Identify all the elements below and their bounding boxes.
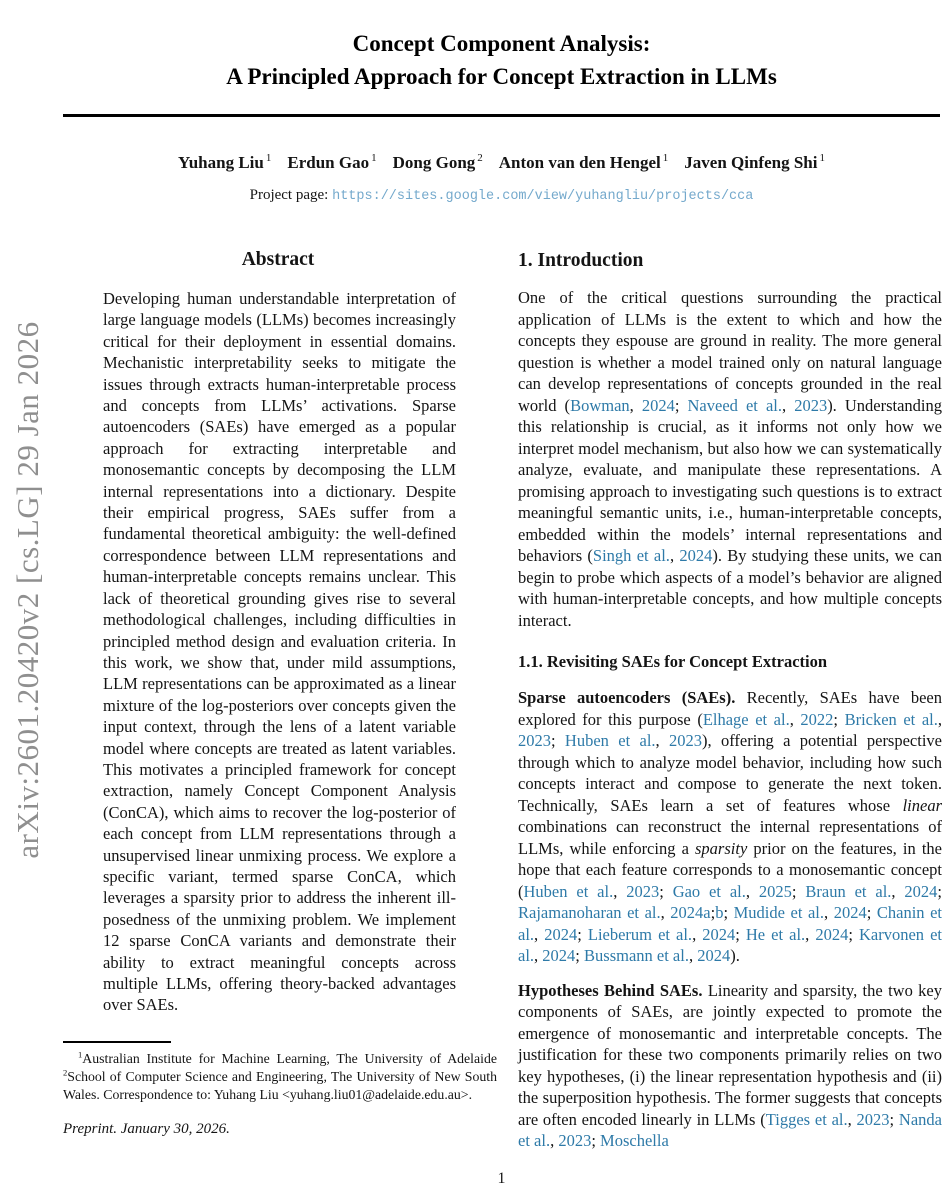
text-segment: ). Understanding this relationship is crucial, as it informs not only how we interpret model mechanism, but also how we can systematically analyze, evaluate, and manipulate these representations. A promising approach to investigating such questions is to extract meaningful semantic units, i.e., human-interpretable concepts, embedded within the models’ internal representations and behaviors (	[518, 395, 942, 565]
citation-link[interactable]: 2023	[794, 395, 828, 415]
paper-title-line2: A Principled Approach for Concept Extraction in LLMs	[226, 64, 777, 89]
text-segment: ,	[629, 395, 642, 415]
text-segment: ).	[730, 946, 740, 965]
text-segment: ,	[937, 709, 942, 729]
text-segment: ;	[937, 881, 942, 901]
citation-link[interactable]: 2024	[904, 881, 938, 901]
citation-link[interactable]: 2024	[815, 924, 849, 944]
author-line	[63, 152, 940, 173]
text-segment: ;	[889, 1109, 899, 1129]
author-affiliation-sup: 1	[662, 152, 669, 164]
title-rule	[63, 114, 940, 117]
citation-link[interactable]: 2025	[758, 881, 792, 901]
citation-link[interactable]: 2024	[542, 946, 576, 965]
abstract-heading: Abstract	[241, 249, 315, 270]
preprint-date-line: Preprint. January 30, 2026.	[63, 1121, 230, 1137]
text-segment: ,	[789, 709, 801, 729]
text-segment: 2	[63, 1067, 68, 1078]
citation-link[interactable]: 2023	[626, 881, 660, 901]
text-segment: ,	[688, 946, 698, 965]
text-segment: sparsity	[695, 838, 748, 858]
citation-link[interactable]: 2022	[800, 709, 834, 729]
left-column	[63, 245, 493, 1016]
text-segment: Hypotheses Behind SAEs.	[518, 980, 703, 1000]
citation-link[interactable]: b	[715, 903, 724, 922]
text-segment: linear	[902, 795, 942, 815]
citation-link[interactable]: Moschella	[600, 1131, 669, 1150]
text-segment: 1	[78, 1049, 83, 1060]
citation-link[interactable]: 2024a	[670, 903, 711, 922]
text-segment: ), offering a potential perspective through which to analyze model behavior, including how such concepts interact and compose to generate the next token. Technically, SAEs learn a set of features whose	[518, 731, 942, 815]
text-segment: ,	[534, 946, 543, 965]
text-segment: ;	[848, 924, 859, 944]
page-number: 1	[497, 1170, 506, 1187]
project-page-label: Project page:	[249, 187, 333, 203]
citation-link[interactable]: Bricken et al.	[844, 709, 938, 729]
author-affiliation-sup: 1	[819, 152, 825, 164]
citation-link[interactable]: Bussmann et al.	[584, 946, 689, 965]
text-segment: ,	[613, 881, 627, 901]
citation-link[interactable]: Naveed et al.	[687, 395, 782, 415]
citation-link[interactable]: 2024	[697, 946, 731, 965]
citation-link[interactable]: Huben et al.	[523, 881, 614, 901]
citation-link[interactable]: Gao et al.	[672, 881, 746, 901]
citation-link[interactable]: Braun et al.	[805, 881, 892, 901]
text-segment: ,	[669, 546, 680, 565]
text-segment: One of the critical questions surrounding the practical application of LLMs is the extent to which and how the concepts they espouse are ground in reality. The more general question is whether a model trained only on natural language can develop representations of concepts grounded in the real world (	[518, 288, 942, 415]
text-segment: ,	[781, 395, 795, 415]
citation-link[interactable]: 2023	[856, 1109, 890, 1129]
text-segment: ,	[891, 881, 905, 901]
text-segment: combinations can reconstruct the internal representations of LLMs, while enforcing a	[518, 817, 942, 858]
author-affiliation-sup: 2	[477, 152, 483, 164]
text-segment: Sparse autoencoders (SAEs).	[518, 688, 736, 707]
text-segment: Australian Institute for Machine Learning, The University of Adelaide	[82, 1051, 497, 1066]
text-segment: ,	[847, 1109, 857, 1129]
text-segment: ;	[674, 395, 688, 415]
text-segment: Recently, SAEs have been explored for this purpose (	[518, 688, 942, 729]
paper-title-line1: Concept Component Analysis:	[352, 31, 651, 56]
citation-link[interactable]: 2024	[702, 924, 736, 944]
affiliation-footnote	[63, 1050, 497, 1104]
text-segment: ;	[591, 1131, 601, 1150]
text-segment: ;	[575, 946, 585, 965]
text-segment: ;	[833, 709, 845, 729]
text-segment: ,	[805, 924, 816, 944]
text-segment: ;	[710, 903, 716, 922]
text-segment: ;	[659, 881, 673, 901]
citation-link[interactable]: 2024	[679, 546, 713, 565]
subsection-heading: 1.1. Revisiting SAEs for Concept Extraction	[518, 652, 828, 671]
text-segment: ;	[735, 924, 746, 944]
author-name: Erdun Gao $^1$	[287, 152, 377, 172]
footnote-block	[63, 1041, 497, 1138]
citation-link[interactable]: 2023	[558, 1131, 592, 1150]
citation-link[interactable]: 2024	[544, 924, 578, 944]
project-page-link[interactable]: https://sites.google.com/view/yuhangliu/projects/cca	[332, 189, 754, 204]
citation-link[interactable]: 2023	[518, 731, 551, 750]
text-segment: School of Computer Science and Engineering, The University of New South Wales. Correspondence to: Yuhang Liu <yuhang.liu01@adelaide.edu.au>.	[63, 1069, 497, 1102]
citation-link[interactable]: Bowman	[570, 395, 630, 415]
right-column	[518, 245, 942, 1165]
citation-link[interactable]: 2023	[669, 731, 702, 750]
text-segment: ,	[655, 731, 669, 750]
author-affiliation-sup: 1	[265, 152, 272, 164]
citation-link[interactable]: Rajamanoharan et al.	[518, 903, 661, 922]
arxiv-watermark: arXiv:2601.20420v2 [cs.LG] 29 Jan 2026	[10, 321, 45, 859]
citation-link[interactable]: Huben et al.	[564, 731, 656, 750]
text-segment: ;	[551, 731, 565, 750]
project-page-line	[63, 187, 940, 204]
citation-link[interactable]: Elhage et al.	[702, 709, 790, 729]
text-segment: ,	[692, 924, 703, 944]
introduction-heading: 1. Introduction	[518, 250, 644, 271]
text-segment: ;	[723, 903, 734, 922]
footnote-rule	[63, 1041, 171, 1043]
text-segment: ). By studying these units, we can begin to probe which aspects of a model’s behavior are aligned with human-interpretable concepts, and how multiple concepts interact.	[518, 546, 942, 630]
author-name: Yuhang Liu $^1$	[178, 152, 272, 172]
paper-title	[63, 27, 940, 93]
citation-link[interactable]: Tigges et al.	[765, 1109, 848, 1129]
sparse-autoencoders-paragraph	[518, 687, 942, 967]
text-segment: ;	[577, 924, 588, 944]
introduction-paragraph-1	[518, 287, 942, 631]
citation-link[interactable]: Lieberum et al.	[587, 924, 693, 944]
citation-link[interactable]: 2024	[833, 903, 867, 922]
citation-link[interactable]: Chanin et al.	[518, 903, 942, 944]
text-segment: ,	[824, 903, 834, 922]
author-name: Anton van den Hengel $^1$	[498, 152, 669, 172]
citation-link[interactable]: 2024	[641, 395, 675, 415]
citation-link[interactable]: Karvonen et al.	[518, 924, 942, 965]
text-segment: ;	[791, 881, 806, 901]
text-segment: ,	[534, 924, 545, 944]
text-segment: ;	[866, 903, 877, 922]
citation-link[interactable]: He et al.	[745, 924, 806, 944]
text-segment: ,	[745, 881, 759, 901]
text-segment: ,	[550, 1131, 559, 1150]
text-segment: Linearity and sparsity, the two key components of SAEs, are jointly expected to promote the emergence of monosemantic and interpretable concepts. The justification for these two components primarily relies on two key hypotheses, (i) the linear representation hypothesis and (ii) the superposition hypothesis. The former suggests that concepts are often encoded linearly in LLMs (	[518, 980, 942, 1129]
text-segment: prior on the features, in the hope that each feature corresponds to a monosemantic concept (	[518, 838, 942, 901]
hypotheses-paragraph	[518, 980, 942, 1152]
author-affiliation-sup: 1	[371, 152, 377, 164]
citation-link[interactable]: Nanda et al.	[518, 1109, 942, 1150]
author-name: Dong Gong $^2$	[392, 152, 483, 172]
citation-link[interactable]: Mudide et al.	[733, 903, 825, 922]
abstract-text: Developing human understandable interpretation of large language models (LLMs) becomes increasingly critical for their deployment in essential domains. Mechanistic interpretability seeks to mitigate the issues through extracts human-interpretable process and concepts from LLMs’ activations. Sparse autoencoders (SAEs) have emerged as a popular approach for extracting interpretable and monosemantic concepts by decomposing the LLM internal representations into a dictionary. Despite their empirical progress, SAEs suffer from a fundamental theoretical ambiguity: the well-defined correspondence between LLM representations and human-interpretable concepts remains unclear. This lack of theoretical grounding gives rise to several methodological challenges, including difficulties in principled method design and evaluation criteria. In this work, we show that, under mild assumptions, LLM representations can be approximated as a linear mixture of the log-posteriors over concepts given the input context, through the lens of a latent variable model where concepts are treated as latent variables. This motivates a principled framework for concept extraction, namely Concept Component Analysis (ConCA), which aims to recover the log-posterior of each concept from LLM representations through a unsupervised linear unmixing process. We explore a specific variant, termed sparse ConCA, which leverages a sparsity prior to address the inherent ill-posedness of the unmixing problem. We implement 12 sparse ConCA variants and demonstrate their ability to extract meaningful concepts across multiple LLMs, offering theory-backed advantages over SAEs.	[103, 289, 456, 1015]
author-name: Javen Qinfeng Shi $^1$	[684, 152, 825, 172]
citation-link[interactable]: Singh et al.	[592, 546, 670, 565]
text-segment: ,	[660, 903, 671, 922]
